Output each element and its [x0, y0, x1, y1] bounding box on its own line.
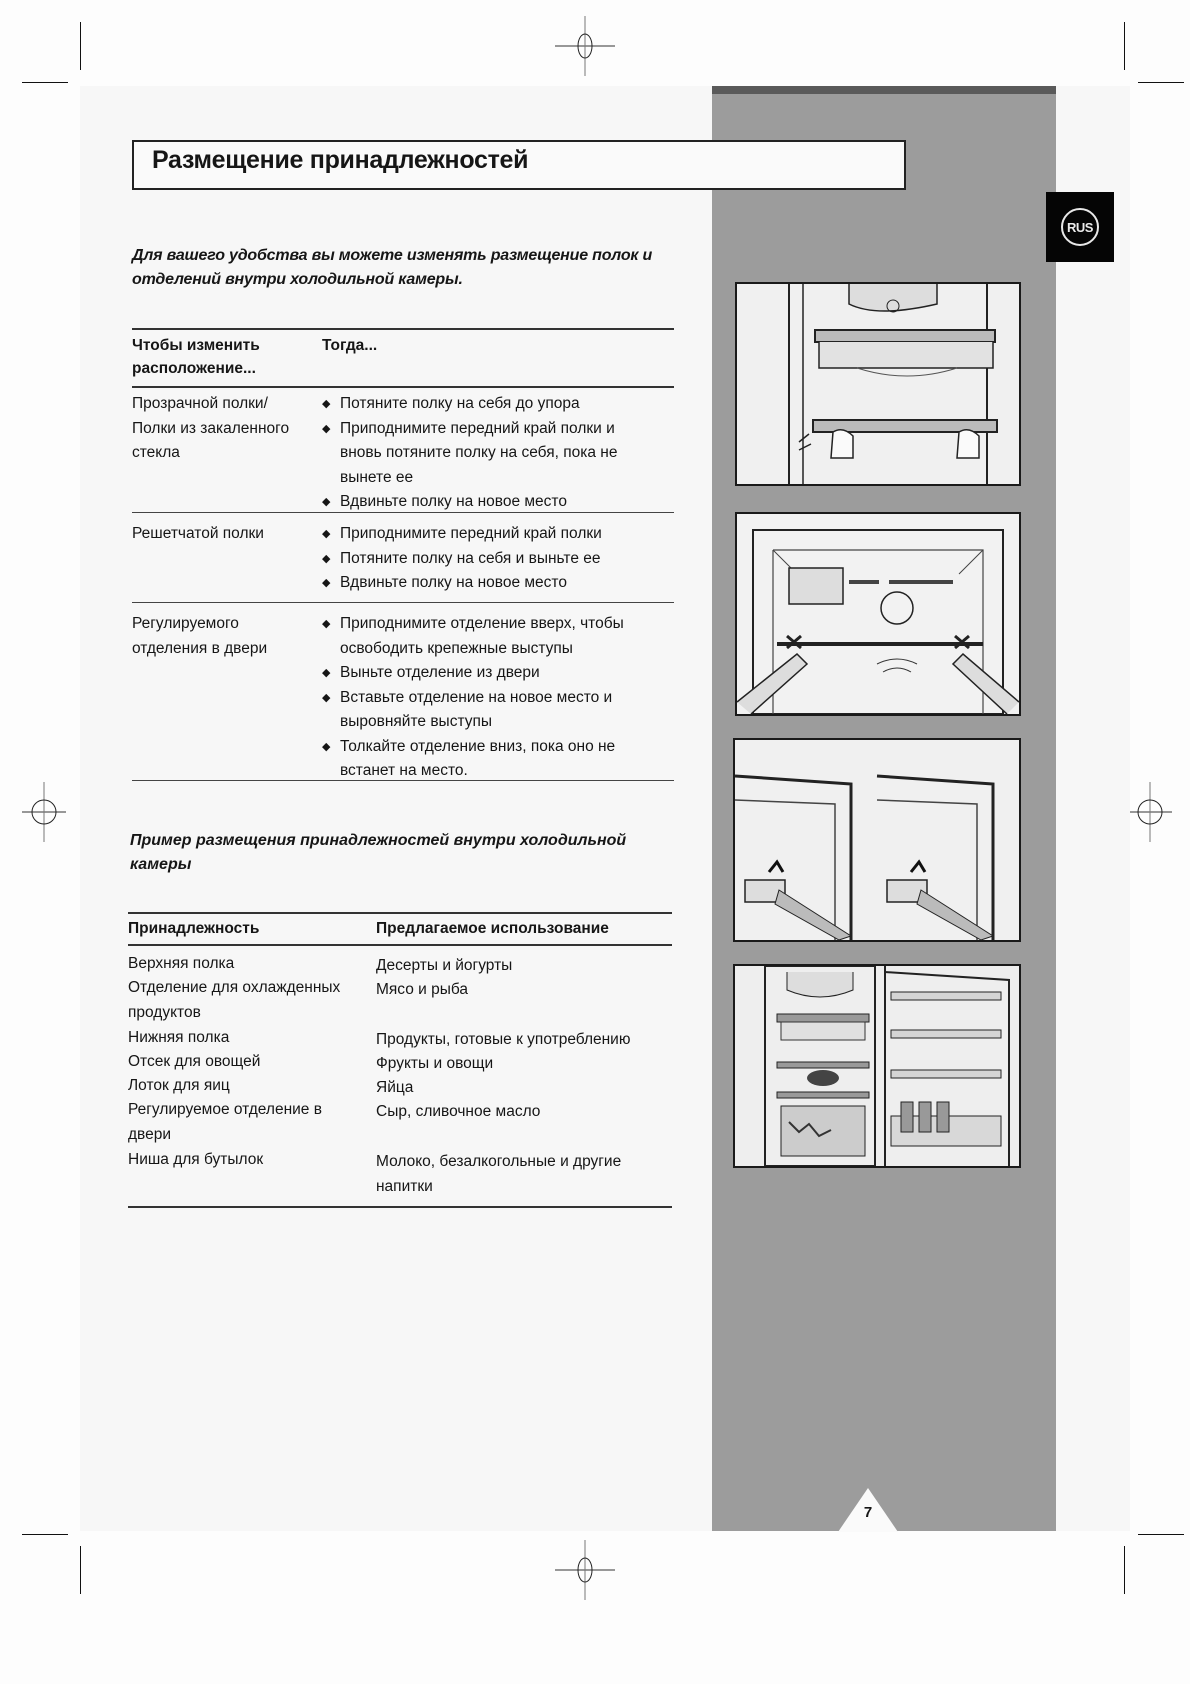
crop-mark: [80, 22, 81, 70]
shelf-removal-icon: [737, 284, 1019, 484]
step-item: ◆ Вставьте отделение на новое место и выровняйте выступы: [322, 686, 652, 735]
crop-mark: [1138, 1534, 1184, 1535]
illustration-glass-shelf: [735, 282, 1021, 486]
step-item: ◆ Потяните полку на себя и выньте ее: [322, 547, 652, 572]
illustration-wire-shelf: [735, 512, 1021, 716]
example-row-item: Ниша для бутылок: [128, 1151, 264, 1168]
step-item: ◆ Вдвиньте полку на новое место: [322, 571, 652, 596]
step-item: ◆ Вдвиньте полку на новое место: [322, 490, 652, 515]
crop-mark: [1124, 1546, 1125, 1594]
example-row-use: Фрукты и овощи: [376, 1055, 494, 1072]
table-header-item: Чтобы изменить расположение...: [132, 337, 260, 377]
step-item: ◆ Толкайте отделение вниз, пока оно не встанет на место.: [322, 735, 652, 784]
language-badge: [1046, 192, 1114, 262]
example-row-use: Продукты, готовые к употреблению: [376, 1031, 631, 1048]
example-row-use: Яйца: [376, 1079, 414, 1096]
example-row-item: Верхняя полка: [128, 955, 235, 972]
table-row-steps: [322, 612, 652, 784]
table-rule: [128, 944, 672, 946]
table-rule: [132, 512, 674, 513]
table-row-item: Регулируемого отделения в двери: [132, 615, 268, 657]
registration-mark-icon: [14, 782, 74, 842]
crop-mark: [22, 1534, 68, 1535]
side-band-edge: [712, 86, 1056, 94]
crop-mark: [1124, 22, 1125, 70]
example-row-item: Регулируемое отделение в двери: [128, 1101, 322, 1143]
crop-mark: [22, 82, 68, 83]
registration-mark-icon: [555, 16, 615, 76]
table-rule: [132, 780, 674, 781]
illustration-door-bin: [733, 738, 1021, 942]
table-rule: [128, 1206, 672, 1208]
table-header-action: Тогда...: [322, 337, 378, 354]
shelf-removal-icon: [737, 514, 1019, 714]
table-rule: [132, 602, 674, 603]
registration-mark-icon: [555, 1540, 615, 1600]
example-row-item: Лоток для яиц: [128, 1077, 230, 1094]
table-rule: [132, 328, 674, 330]
example-row-item: Отсек для овощей: [128, 1053, 261, 1070]
step-item: ◆ Приподнимите передний край полки и вновь потяните полку на себя, пока не вынете ее: [322, 417, 652, 491]
example-row-use: Десерты и йогурты: [376, 957, 513, 974]
step-item: ◆ Выньте отделение из двери: [322, 661, 652, 686]
example-title: Пример размещения принадлежностей внутри холодильной камеры: [130, 832, 627, 873]
example-header-use: Предлагаемое использование: [376, 920, 609, 937]
example-row-item: Нижняя полка: [128, 1029, 230, 1046]
table-rule: [128, 912, 672, 914]
step-item: ◆ Приподнимите отделение вверх, чтобы освободить крепежные выступы: [322, 612, 652, 661]
step-item: ◆ Потяните полку на себя до упора: [322, 392, 652, 417]
example-header-item: Принадлежность: [128, 920, 260, 937]
table-rule: [132, 386, 674, 388]
crop-mark: [1138, 82, 1184, 83]
page-number: 7: [863, 1504, 873, 1521]
example-row-use: Мясо и рыба: [376, 981, 469, 998]
page-title: Размещение принадлежностей: [152, 146, 529, 174]
table-row-steps: [322, 522, 652, 596]
example-row-use: Молоко, безалкогольные и другие напитки: [376, 1153, 622, 1195]
table-row-item: Прозрачной полки/ Полки из закаленного стекла: [132, 395, 290, 461]
intro-text: Для вашего удобства вы можете изменять размещение полок и отделений внутри холодильной камеры.: [132, 247, 653, 288]
illustration-fridge-interior: [733, 964, 1021, 1168]
table-row-steps: [322, 392, 652, 515]
language-badge-label: RUS: [1061, 208, 1099, 246]
example-row-use: Сыр, сливочное масло: [376, 1103, 541, 1120]
fridge-interior-icon: [735, 966, 1019, 1166]
step-item: ◆ Приподнимите передний край полки: [322, 522, 652, 547]
crop-mark: [80, 1546, 81, 1594]
door-bin-removal-icon: [735, 740, 1019, 940]
example-row-item: Отделение для охлажденных продуктов: [128, 979, 341, 1021]
table-row-item: Решетчатой полки: [132, 525, 264, 542]
